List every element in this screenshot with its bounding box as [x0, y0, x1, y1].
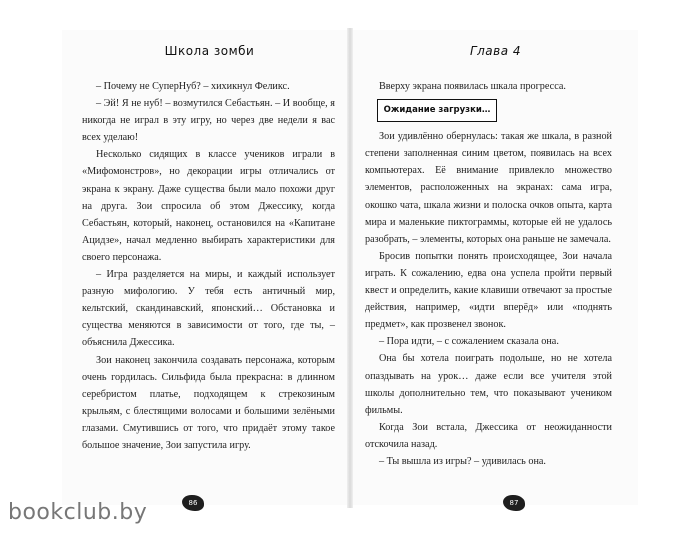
paragraph: – Ты вышла из игры? – удивилась она.	[379, 455, 546, 467]
left-running-head: Школа зомби	[164, 44, 255, 58]
paragraph: – Эй! Я не нуб! – возмутился Себастьян. – И вообще, я никогда не играл в эту игру, но через две недели я вас всех уделаю!	[82, 98, 335, 144]
paragraph: – Игра разделяется на миры, и каждый использует разную мифологию. У тебя есть античный мир, кельтский, скандинавский, японский… Обстановка и существа меняются в зависимости от того, где ты, – объяснила Джессика.	[82, 269, 335, 349]
paragraph: Она бы хотела поиграть подольше, но не хотела опаздывать на урок… даже если все учителя этой школы дополнительно тем, что показывают учеником фильмы.	[365, 353, 612, 416]
paragraph: Зои наконец закончила создавать персонажа, которым очень гордилась. Сильфида была прекрасна: в длинном серебристом платье, подходящем к стрекозиным крыльям, с блестящими волосами и большими зелёными глазами. Смутившись от того, что придаёт этому такое большое значение, Зои запустила игру.	[82, 354, 335, 451]
right-page-number: 87	[503, 495, 525, 511]
loading-progress-box: Ожидание загрузки…	[377, 99, 497, 122]
paragraph: Когда Зои встала, Джессика от неожиданности отскочила назад.	[365, 421, 612, 450]
paragraph: – Пора идти, – с сожалением сказала она.	[379, 336, 559, 348]
left-page-number: 86	[182, 495, 204, 511]
watermark: bookclub.by	[8, 500, 148, 525]
paragraph: Несколько сидящих в классе учеников играли в «Мифомонстров», но декорации игры отличались от экрана к экрану. Даже существа были мало похожи друг на друга. Зои спросила об этом Джессику, когда Себастьян, который, наконец, остановился на «Капитане Ацидзе», начал медленно выбирать характеристики для своего персонажа.	[82, 149, 335, 263]
left-page	[62, 30, 347, 505]
right-page	[353, 30, 638, 505]
left-page-text	[82, 78, 335, 454]
paragraph: Зои удивлённо обернулась: такая же шкала, в разной степени заполненная синим цветом, появилась на всех компьютерах. Её внимание привлекло множество элементов, расположенных на экранах: сама игра, окошко чата, шкала жизни и полоска очков опыта, карта мира и маленькие пиктограммы, которые ей не удалось разобрать, – элементы, которых она раньше не замечала.	[365, 131, 612, 245]
paragraph: Бросив попытки понять происходящее, Зои начала играть. К сожалению, едва она успела пройти первый квест и определить, какие клавиши отвечают за простые действия, например, «идти вперёд» или «поднять предмет», как прозвенел звонок.	[365, 250, 612, 331]
right-running-head: Глава 4	[469, 44, 522, 58]
paragraph: – Почему не СуперНуб? – хихикнул Феликс.	[96, 81, 290, 92]
right-page-text	[365, 78, 612, 470]
paragraph: Вверху экрана появилась шкала прогресса.	[379, 81, 566, 92]
